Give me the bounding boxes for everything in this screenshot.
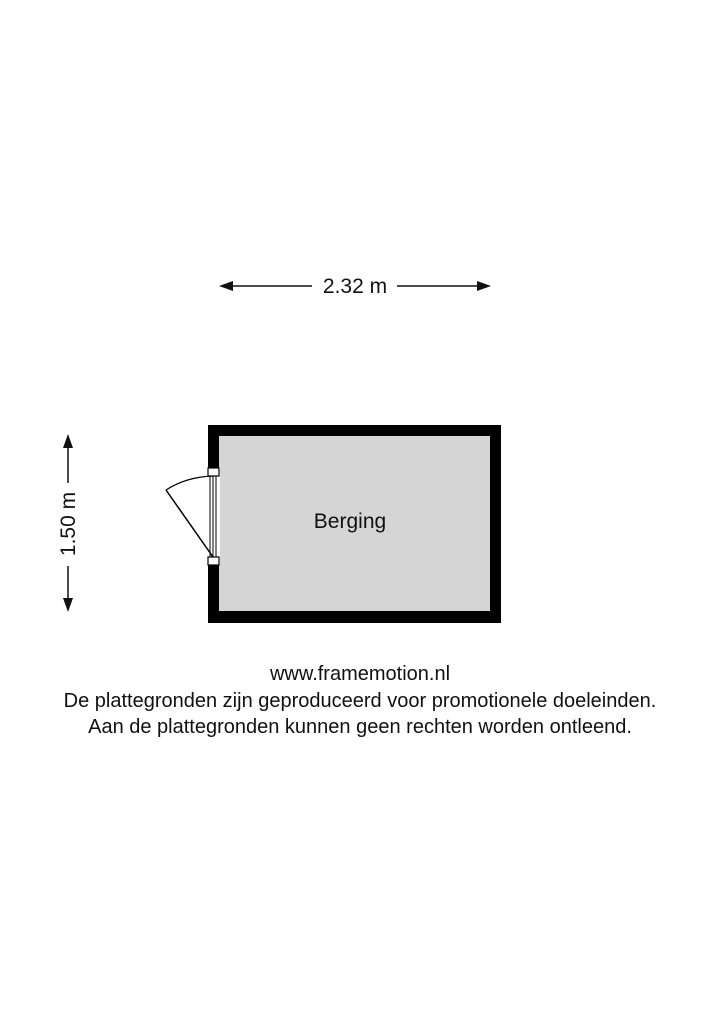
- door-swing-arc: [166, 476, 213, 490]
- footer-disclaimer-2: Aan de plattegronden kunnen geen rechten worden ontleend.: [88, 716, 632, 738]
- room-berging: [166, 425, 501, 623]
- door-leaf: [166, 490, 213, 557]
- room-label: Berging: [313, 510, 387, 533]
- footer-url: www.framemotion.nl: [269, 663, 451, 685]
- footer-disclaimer-1: De plattegronden zijn geproduceerd voor promotionele doeleinden.: [63, 690, 657, 712]
- door-jamb-top: [208, 468, 219, 476]
- door-jamb-bottom: [208, 557, 219, 565]
- width-arrow-right: [477, 281, 491, 291]
- height-dimension: [57, 434, 80, 612]
- width-arrow-left: [219, 281, 233, 291]
- height-arrow-bottom: [63, 598, 73, 612]
- width-dimension-label: 2.32 m: [322, 275, 388, 298]
- width-dimension: [219, 275, 491, 298]
- height-dimension-label: 1.50 m: [57, 491, 80, 557]
- height-arrow-top: [63, 434, 73, 448]
